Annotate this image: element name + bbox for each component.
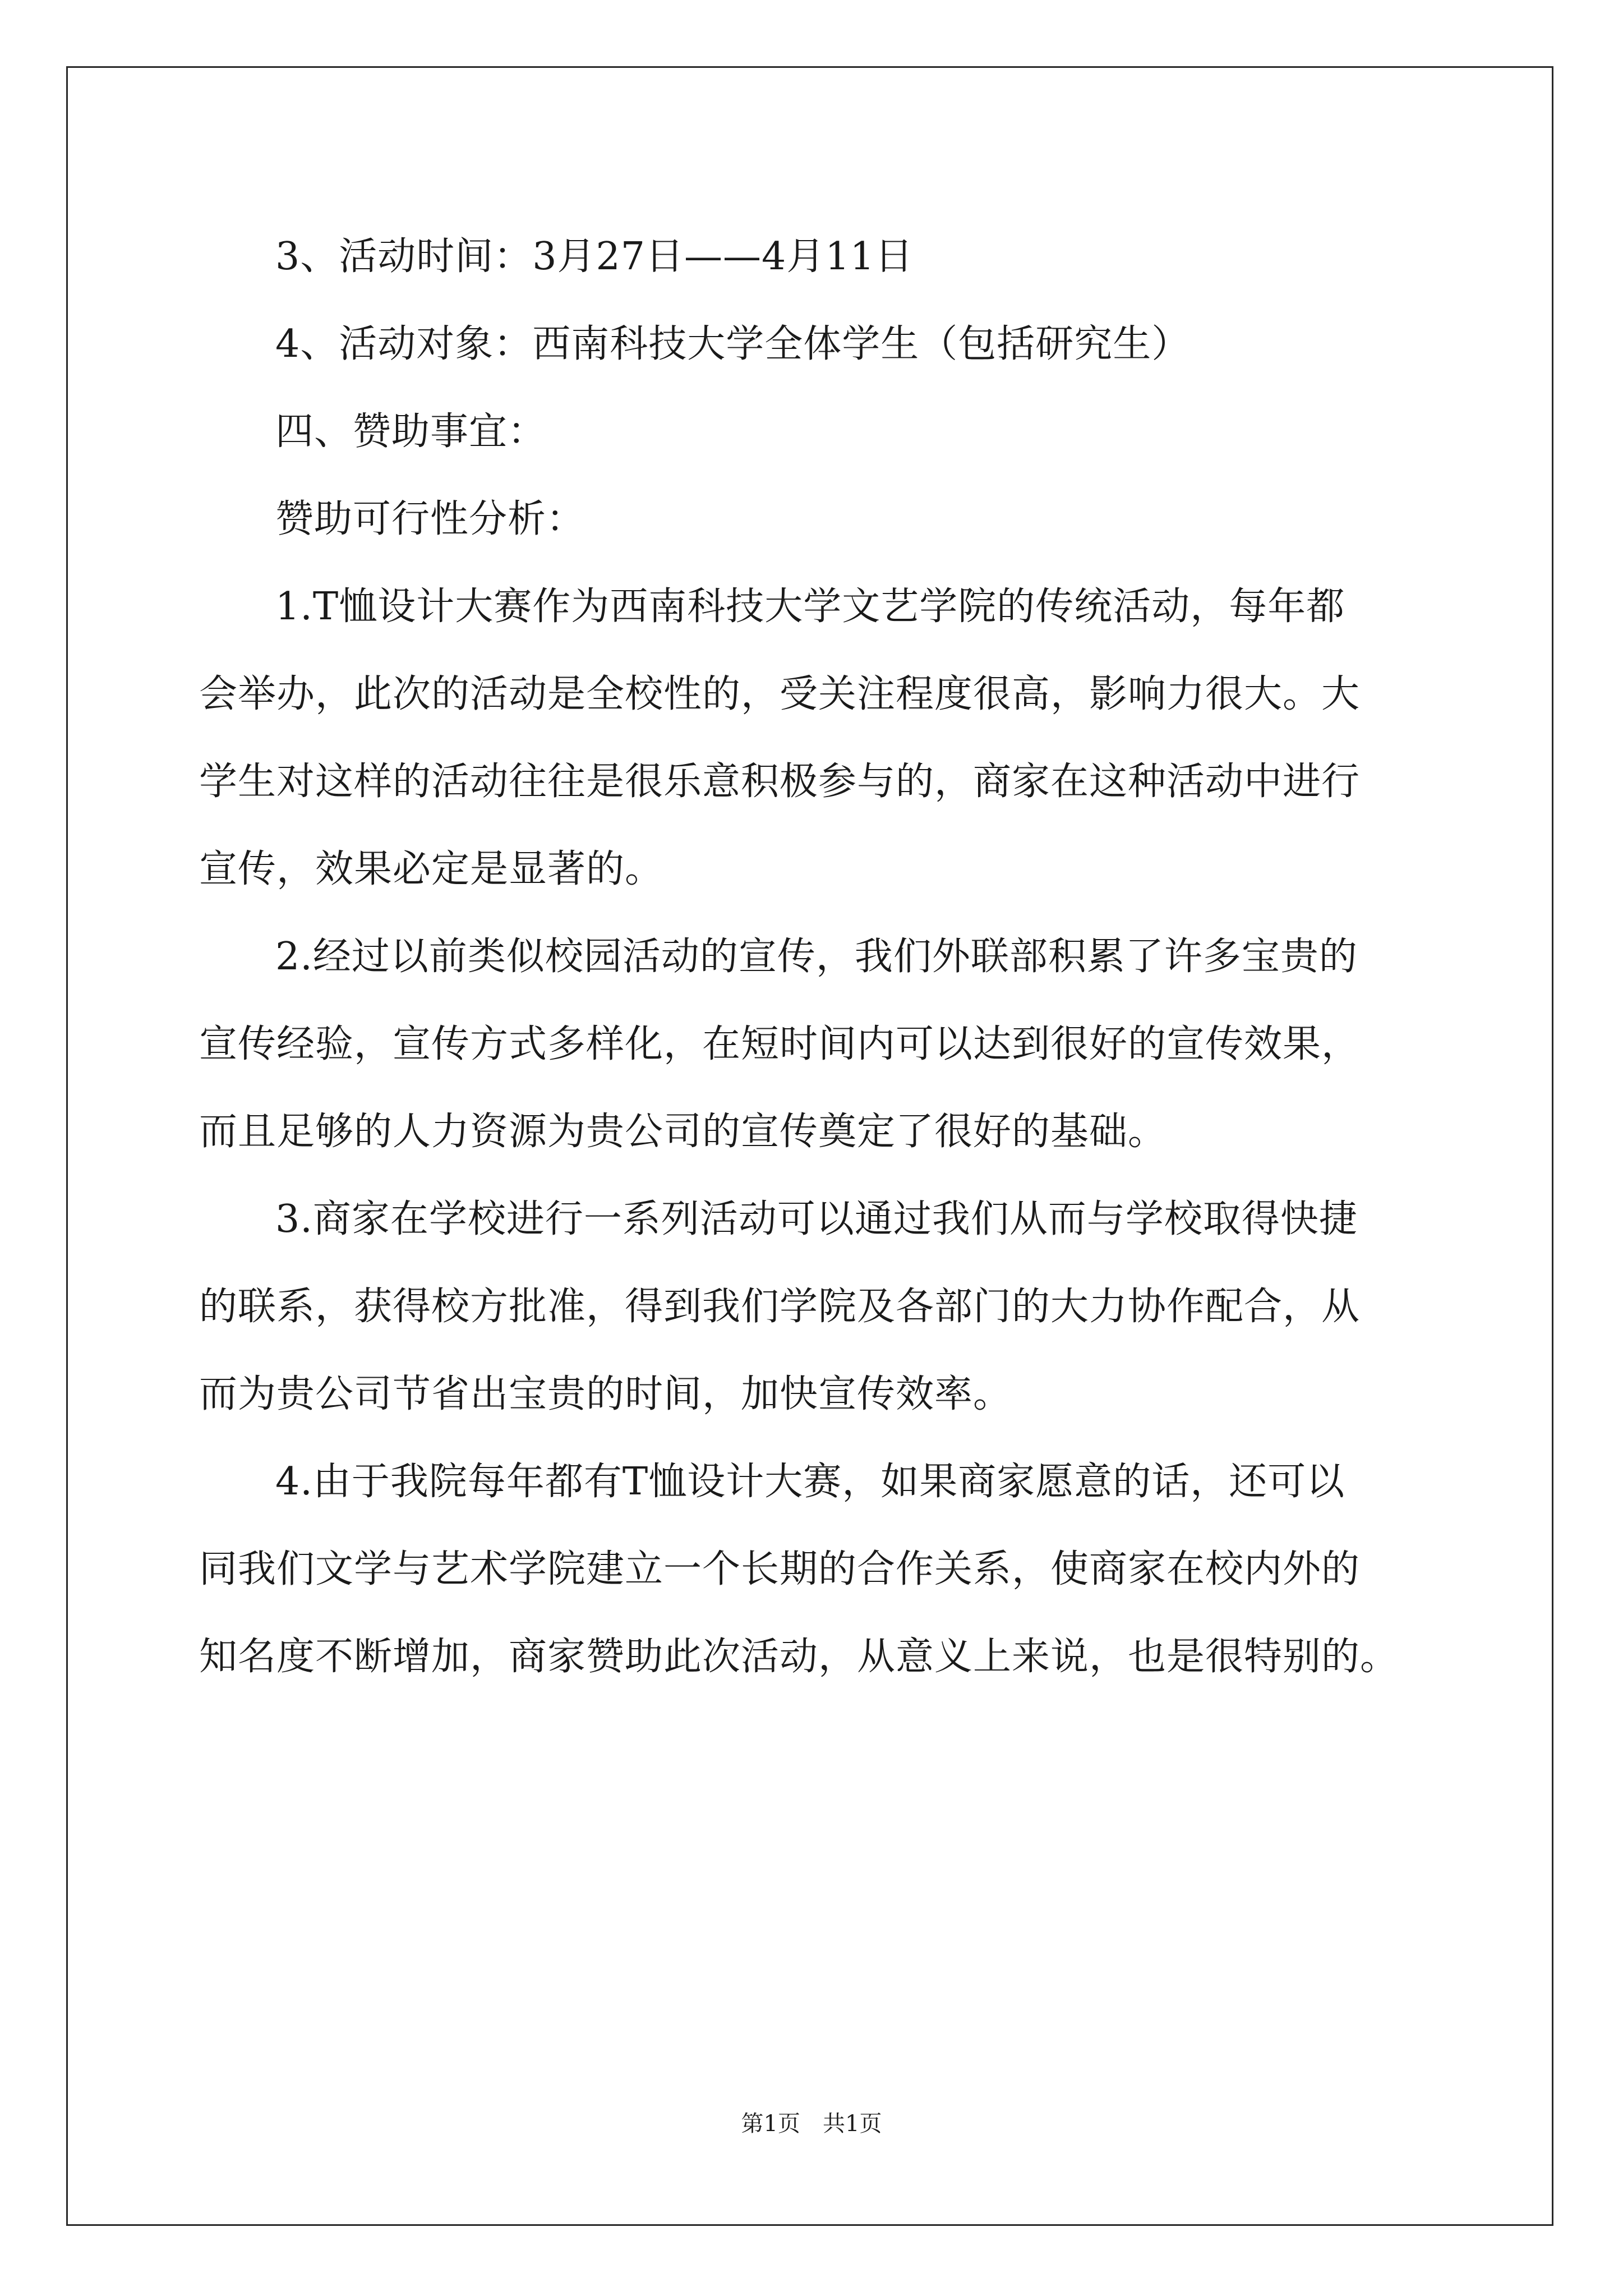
activity-time-line: 3、活动时间：3月27日——4月11日 <box>275 234 914 279</box>
page-number-footer: 第1页 共1页 <box>741 2111 882 2137</box>
activity-target-line: 4、活动对象：西南科技大学全体学生（包括研究生） <box>275 322 1191 366</box>
paragraph-1-line-4: 宣传，效果必定是显著的。 <box>199 847 664 891</box>
paragraph-3-line-2: 的联系，获得校方批准，得到我们学院及各部门的大力协作配合，从 <box>199 1285 1361 1329</box>
paragraph-2-line-1: 2.经过以前类似校园活动的宣传，我们外联部积累了许多宝贵的 <box>275 935 1358 979</box>
paragraph-1-line-1: 1.T恤设计大赛作为西南科技大学文艺学院的传统活动，每年都 <box>275 585 1345 629</box>
paragraph-4-line-3: 知名度不断增加，商家赞助此次活动，从意义上来说，也是很特别的。 <box>199 1635 1399 1679</box>
paragraph-3-line-1: 3.商家在学校进行一系列活动可以通过我们从而与学校取得快捷 <box>275 1197 1358 1241</box>
paragraph-2-line-3: 而且足够的人力资源为贵公司的宣传奠定了很好的基础。 <box>199 1110 1167 1154</box>
paragraph-4-line-2: 同我们文学与艺术学院建立一个长期的合作关系，使商家在校内外的 <box>199 1547 1361 1591</box>
section-heading-sponsorship: 四、赞助事宜： <box>275 409 547 454</box>
paragraph-2-line-2: 宣传经验，宣传方式多样化，在短时间内可以达到很好的宣传效果， <box>199 1022 1361 1066</box>
document-body <box>199 213 1438 1701</box>
paragraph-1-line-3: 学生对这样的活动往往是很乐意积极参与的，商家在这种活动中进行 <box>199 760 1361 804</box>
paragraph-1-line-2: 会举办，此次的活动是全校性的，受关注程度很高，影响力很大。大 <box>199 672 1361 716</box>
subheading-feasibility: 赞助可行性分析： <box>275 497 585 541</box>
paragraph-4-line-1: 4.由于我院每年都有T恤设计大赛，如果商家愿意的话，还可以 <box>275 1460 1345 1504</box>
paragraph-3-line-3: 而为贵公司节省出宝贵的时间，加快宣传效率。 <box>199 1372 1012 1416</box>
